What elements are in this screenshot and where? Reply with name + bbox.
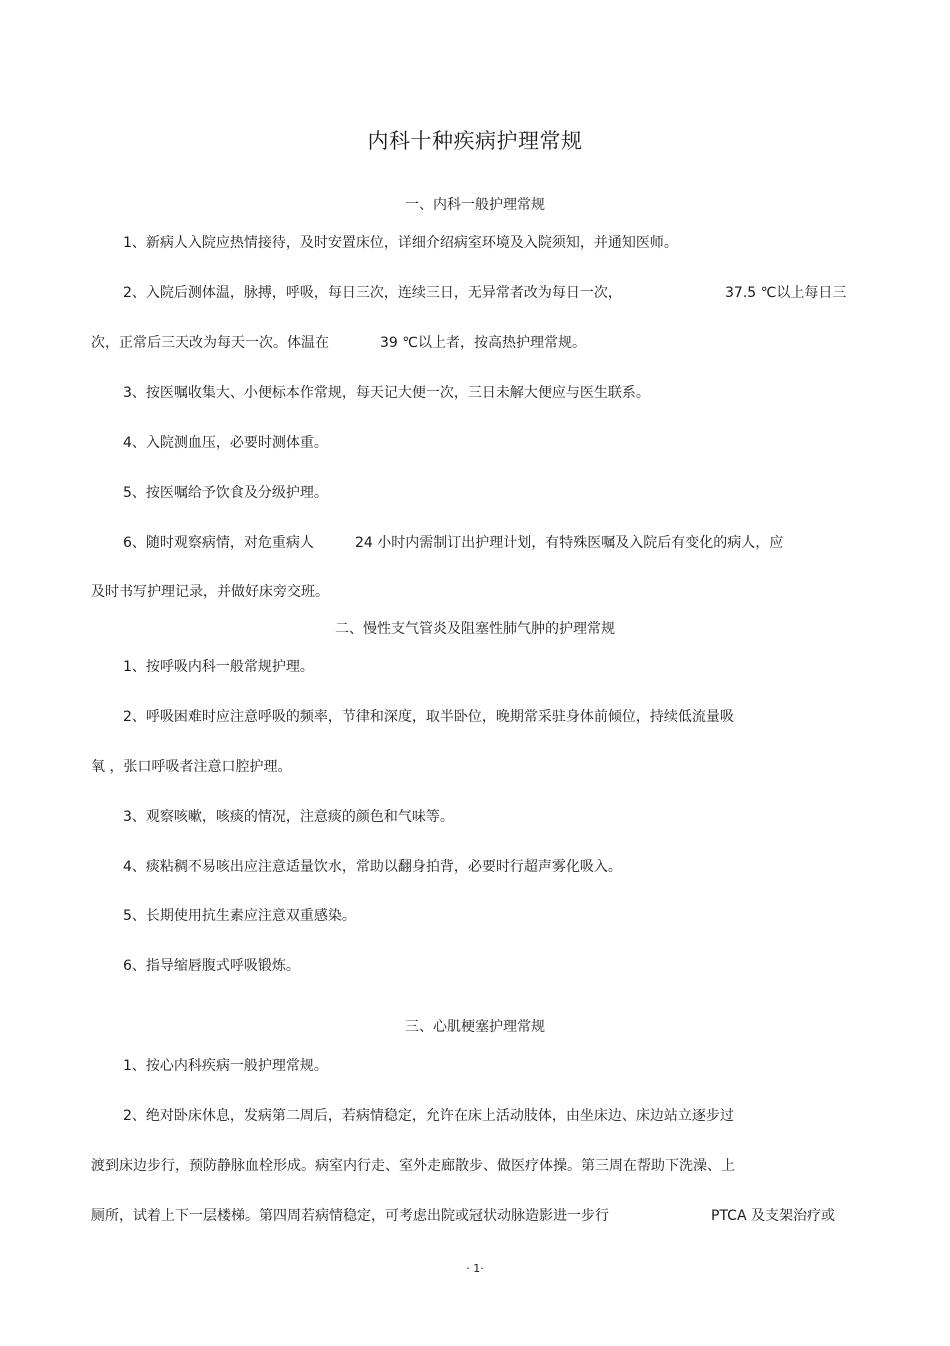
document-title: 内科十种疾病护理常规 bbox=[367, 129, 583, 153]
paragraph-line: 1、按呼吸内科一般常规护理。 bbox=[123, 659, 314, 675]
paragraph-line: 1、按心内科疾病一般护理常规。 bbox=[123, 1058, 328, 1074]
section-heading-3: 三、心肌梗塞护理常规 bbox=[405, 1019, 545, 1035]
paragraph-line: 6、指导缩唇腹式呼吸锻炼。 bbox=[123, 958, 300, 974]
paragraph-line: 6、随时观察病情，对危重病人 bbox=[123, 535, 314, 551]
paragraph-line: 3、观察咳嗽，咳痰的情况，注意痰的颜色和气味等。 bbox=[123, 809, 454, 825]
paragraph-line: 4、入院测血压，必要时测体重。 bbox=[123, 435, 328, 451]
section-heading-2: 二、慢性支气管炎及阻塞性肺气肿的护理常规 bbox=[335, 621, 615, 637]
paragraph-line: 5、长期使用抗生素应注意双重感染。 bbox=[123, 908, 356, 924]
paragraph-line: 渡到床边步行，预防静脉血栓形成。病室内行走、室外走廊散步、做医疗体操。第三周在帮助下洗澡、上 bbox=[91, 1158, 735, 1174]
paragraph-line: 次，正常后三天改为每天一次。体温在 bbox=[91, 335, 329, 351]
paragraph-line: 2、入院后测体温，脉搏，呼吸，每日三次，连续三日，无异常者改为每日一次， bbox=[123, 285, 622, 301]
paragraph-line: 4、痰粘稠不易咳出应注意适量饮水，常助以翻身拍背，必要时行超声雾化吸入。 bbox=[123, 859, 622, 875]
paragraph-line-fragment: 39 ℃以上者，按高热护理常规。 bbox=[380, 335, 586, 351]
paragraph-line-fragment: 37.5 ℃以上每日三 bbox=[725, 285, 847, 301]
paragraph-line-fragment: PTCA 及支架治疗或 bbox=[711, 1208, 835, 1224]
page-number: · 1· bbox=[466, 1262, 484, 1275]
paragraph-line-fragment: 24 小时内需制订出护理计划，有特殊医嘱及入院后有变化的病人，应 bbox=[355, 535, 784, 551]
section-heading-1: 一、内科一般护理常规 bbox=[405, 197, 545, 213]
paragraph-line: 及时书写护理记录，并做好床旁交班。 bbox=[91, 584, 329, 600]
paragraph-line: 1、新病人入院应热情接待，及时安置床位，详细介绍病室环境及入院须知，并通知医师。 bbox=[123, 235, 678, 251]
paragraph-line: 3、按医嘱收集大、小便标本作常规，每天记大便一次，三日未解大便应与医生联系。 bbox=[123, 385, 650, 401]
paragraph-line: 氧 ，张口呼吸者注意口腔护理。 bbox=[91, 759, 292, 775]
paragraph-line: 5、按医嘱给予饮食及分级护理。 bbox=[123, 485, 328, 501]
paragraph-line: 2、呼吸困难时应注意呼吸的频率，节律和深度，取半卧位，晚期常采驻身体前倾位，持续低流量吸 bbox=[123, 709, 734, 725]
paragraph-line: 厕所，试着上下一层楼梯。第四周若病情稳定，可考虑出院或冠状动脉造影进一步行 bbox=[91, 1208, 609, 1224]
paragraph-line: 2、绝对卧床休息，发病第二周后，若病情稳定，允许在床上活动肢体，由坐床边、床边站立逐步过 bbox=[123, 1108, 734, 1124]
